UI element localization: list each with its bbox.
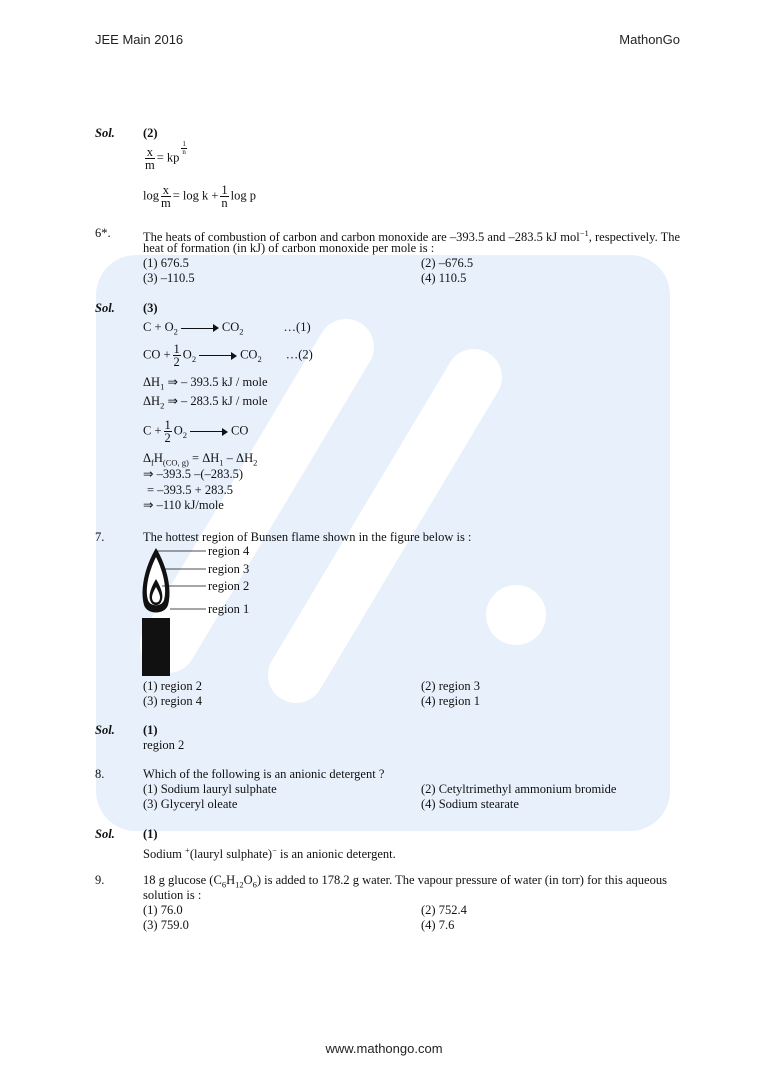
sol-text: Sodium +(lauryl sulphate)− is an anionic detergent. <box>143 845 396 862</box>
bunsen-flame-figure <box>138 543 208 678</box>
figure-label-region-3: region 3 <box>208 562 250 576</box>
option-4: (4) 7.6 <box>421 918 455 932</box>
figure-label-region-4: region 4 <box>208 544 250 558</box>
option-4: (4) 110.5 <box>421 271 467 285</box>
sol-label: Sol. <box>95 301 115 315</box>
option-2: (2) –676.5 <box>421 256 474 270</box>
option-4: (4) region 1 <box>421 694 481 708</box>
option-2: (2) 752.4 <box>421 903 467 917</box>
footer-url: www.mathongo.com <box>325 1041 443 1056</box>
header-right: MathonGo <box>619 32 680 47</box>
step-3: ⇒ –110 kJ/mole <box>143 498 224 512</box>
equation-freundlich-log: log $\frac{x}{m}$ = log k + $\frac{1}{n}$ log p <box>143 183 257 210</box>
sol-label: Sol. <box>95 126 115 140</box>
sol-label: Sol. <box>95 723 115 737</box>
header-left: JEE Main 2016 <box>95 32 184 47</box>
sol-label: Sol. <box>95 827 115 841</box>
sol-answer: (1) <box>143 827 158 841</box>
equation-3: C + $\frac{1}{2}$ $O_2$ CO <box>143 418 249 445</box>
sol-answer: (3) <box>143 301 158 315</box>
equation-2: CO + $\frac{1}{2}$ $O_2$ $CO_2$ …(2) <box>143 342 313 369</box>
delta-fh: $\Delta_fH_{(CO, g)} = \Delta H_1 - \Delta H_2$ <box>143 451 258 468</box>
figure-label-region-1: region 1 <box>208 602 250 616</box>
figure-label-region-2: region 2 <box>208 579 250 593</box>
equation-freundlich: $\frac{x}{m}$ = kp $^{\frac{1}{n}}$ <box>145 139 186 172</box>
sol-text: region 2 <box>143 738 185 752</box>
step-1: ⇒ –393.5 –(–283.5) <box>143 467 244 481</box>
option-3: (3) 759.0 <box>143 918 189 932</box>
option-1: (1) Sodium lauryl sulphate <box>143 782 277 796</box>
option-1: (1) region 2 <box>143 679 203 693</box>
question-number: 7. <box>95 530 105 544</box>
equation-1: $C + O_2$ $CO_2$ …(1) <box>143 320 311 337</box>
question-text: The heats of combustion of carbon and carbon monoxide are –393.5 and –283.5 kJ mol$^{-1}$, respectively. The <box>143 228 681 245</box>
question-number: 8. <box>95 767 105 781</box>
question-text-line2: heat of formation (in kJ) of carbon monoxide per mole is : <box>143 241 435 255</box>
step-2: = –393.5 + 283.5 <box>147 483 233 497</box>
question-number: 9. <box>95 873 105 887</box>
option-3: (3) Glyceryl oleate <box>143 797 238 811</box>
sol-answer: (1) <box>143 723 158 737</box>
question-text: Which of the following is an anionic detergent ? <box>143 767 385 781</box>
question-text: The hottest region of Bunsen flame shown in the figure below is : <box>143 530 472 544</box>
option-1: (1) 76.0 <box>143 903 183 917</box>
delta-h1: $\Delta H_1$ ⇒ – 393.5 kJ / mole <box>143 375 268 392</box>
option-2: (2) Cetyltrimethyl ammonium bromide <box>421 782 617 796</box>
option-2: (2) region 3 <box>421 679 481 693</box>
question-text: 18 g glucose $(C_6H_{12}O_6)$ is added to 178.2 g water. The vapour pressure of water (in torr) for this aqueous <box>143 873 667 890</box>
delta-h2: $\Delta H_2$ ⇒ – 283.5 kJ / mole <box>143 394 268 411</box>
question-number: 6*. <box>95 226 111 240</box>
option-4: (4) Sodium stearate <box>421 797 519 811</box>
option-3: (3) region 4 <box>143 694 203 708</box>
question-text-line2: solution is : <box>143 888 202 902</box>
option-3: (3) –110.5 <box>143 271 195 285</box>
sol-answer: (2) <box>143 126 158 140</box>
option-1: (1) 676.5 <box>143 256 189 270</box>
